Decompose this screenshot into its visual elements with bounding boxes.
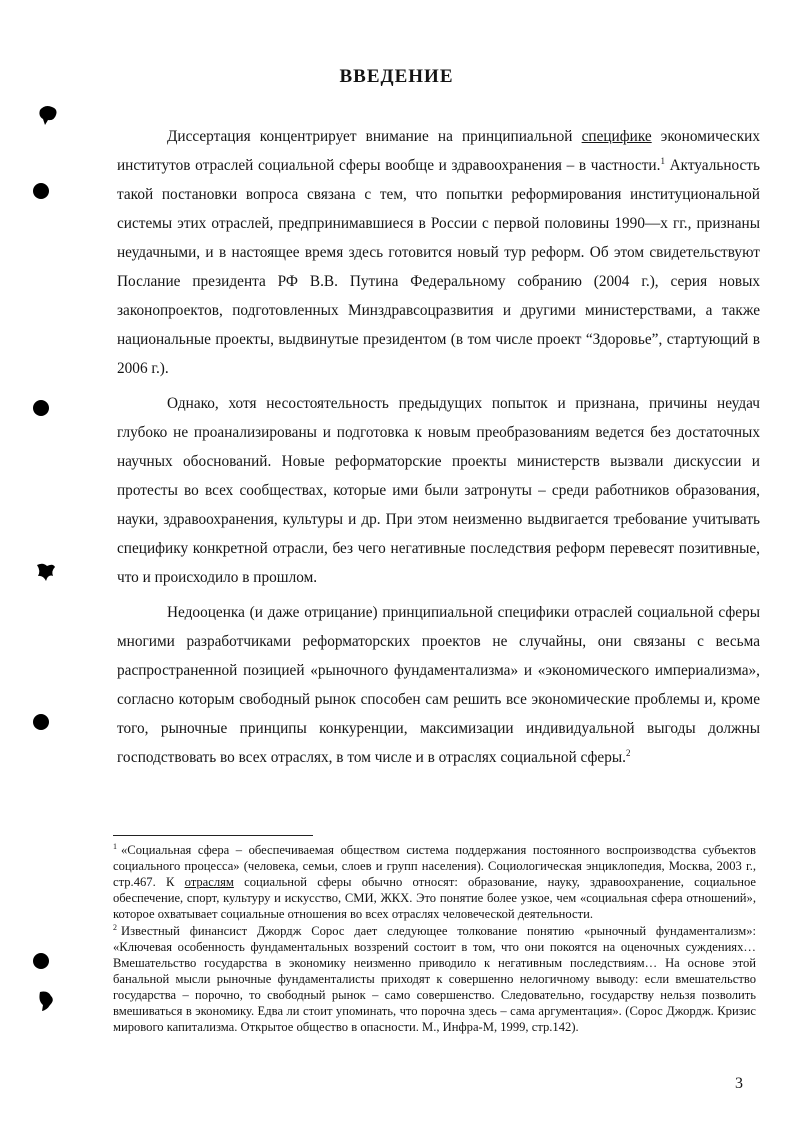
- punch-hole-mark-icon: [36, 104, 60, 126]
- footnote-2: [113, 923, 756, 1035]
- punch-hole-mark-icon: [33, 953, 49, 969]
- footnote-1-part-c: социальной сферы обычно относят: образование, науку, здравоохранение, социальное обеспечение, спорт, культуру и искусство, СМИ, ЖКХ. Это понятие более узкое, чем «социальная сфера отношений», которое охватывает социальные отношения во всех отраслях человеческой деятельности.: [113, 875, 756, 921]
- footnote-2-text: Известный финансист Джордж Сорос дает следующее толкование понятию «рыночный фундаментализм»: «Ключевая особенность фундаментальных воззрений состоит в том, что они покоятся на оценочных суждениях… Вмешательство государства в экономику неизменно приводило к негативным последствиям… На основе этой банальной мысли рыночные фундаменталисты приходят к совершенно нелогичному выводу: если вмешательство государства – порочно, то свободный рынок – само совершенство. Следовательно, государству нельзя позволить вмешиваться в экономику. Едва ли стоит упоминать, что порочна здесь – сама аргументация». (Сорос Джордж. Кризис мирового капитализма. Открытое общество в опасности. М., Инфра-М, 1999, стр.142).: [113, 924, 756, 1034]
- punch-hole-mark-icon: [36, 990, 56, 1012]
- punch-hole-mark-icon: [35, 561, 57, 583]
- footnote-ref-2[interactable]: 2: [625, 747, 631, 758]
- footnote-2-mark: 2: [113, 922, 117, 932]
- paragraph-1-part-c: экономических институтов отраслей социальной сферы вообще и здравоохранения – в частности.: [117, 128, 760, 174]
- paragraph-3: [117, 598, 760, 772]
- paragraph-3-text: Недооценка (и даже отрицание) принципиальной специфики отраслей социальной сферы многими разработчиками реформаторских проектов не случайны, они связаны с весьма распространенной позицией «рыночного фундаментализма» и «экономического империализма», согласно которым свободный рынок способен сам решить все экономические проблемы и, кроме того, рыночные принципы конкуренции, максимизации индивидуальной выгоды должны господствовать во всех отраслях, в том числе и в отраслях социальной сферы.: [117, 604, 760, 766]
- paragraph-1-part-d: Актуальность такой постановки вопроса связана с тем, что попытки реформирования институциональной системы этих отраслей, предпринимавшиеся в России с первой половины 1990—х гг., признаны неудачными, и в настоящее время здесь готовится новый тур реформ. Об этом свидетельствуют Послание президента РФ В.В. Путина Федеральному собранию (2004 г.), серия новых законопроектов, подготовленных Минздравсоцразвития и другими министерствами, а также национальные проекты, выдвинутые президентом (в том числе проект “Здоровье”, стартующий в 2006 г.).: [117, 157, 760, 377]
- paragraph-1: [117, 122, 760, 383]
- page-title: ВВЕДЕНИЕ: [339, 66, 454, 87]
- footnotes: [113, 842, 756, 1036]
- punch-hole-mark-icon: [33, 400, 49, 416]
- paragraph-2: Однако, хотя несостоятельность предыдущих попыток и признана, причины неудач глубоко не проанализированы и подготовка к новым преобразованиям ведется без достаточных научных обоснований. Новые реформаторские проекты министерств вызвали дискуссии и протесты во всех сообществах, которые ими были затронуты – среди работников образования, науки, здравоохранения, культуры и др. При этом неизменно выдвигается требование учитывать специфику конкретной отрасли, без чего негативные последствия реформ перевесят позитивные, что и происходило в прошлом.: [117, 395, 760, 586]
- footnote-1: [113, 842, 756, 922]
- footnote-separator: [113, 835, 313, 836]
- footnote-1-part-a: «Социальная сфера – обеспечиваемая обществом система поддержания постоянного воспроизводства субъектов социального процесса» (человека, семьи, слоев и групп населения). Социологическая энциклопедия, Москва, 2003 г., стр.467. К: [113, 843, 756, 889]
- footnote-ref-1[interactable]: 1: [660, 155, 665, 166]
- footnote-1-underlined: отраслям: [184, 875, 234, 889]
- main-text: [117, 122, 760, 778]
- paragraph-1-part-a: Диссертация концентрирует внимание на принципиальной: [167, 128, 582, 145]
- page-number: 3: [735, 1075, 743, 1092]
- underlined-word: специфике: [581, 128, 652, 145]
- punch-hole-mark-icon: [33, 714, 49, 730]
- footnote-1-mark: 1: [113, 841, 117, 851]
- punch-hole-mark-icon: [33, 183, 49, 199]
